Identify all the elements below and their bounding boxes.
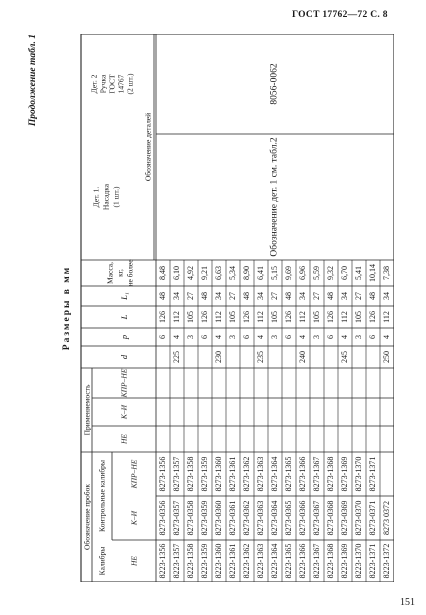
cell-ne: 8223-1363: [256, 543, 265, 579]
cell-ne: 8223-1357: [172, 543, 181, 579]
cell-ne: 8223-1360: [214, 543, 223, 579]
header-part2-d: 14767: [116, 74, 126, 94]
cell-ki: 8273 0372: [382, 501, 391, 535]
cell-p: 3: [354, 335, 363, 339]
cell-L: 126: [242, 311, 251, 323]
cell-L: 126: [326, 311, 335, 323]
cell-kpr: 8273-1367: [312, 456, 321, 492]
cell-ki: 8273-0368: [326, 500, 335, 536]
cell-L: 126: [368, 311, 377, 323]
cell-p: 3: [270, 335, 279, 339]
cell-kpr: 8273-1358: [186, 456, 195, 492]
header-mass-2: кг,: [115, 269, 125, 277]
cell-ne: 8223-1359: [200, 543, 209, 579]
cell-p: 6: [368, 335, 377, 339]
cell-d: 230: [214, 351, 223, 363]
cell-kpr: 8273-1360: [214, 456, 223, 492]
cell-L: 112: [256, 311, 265, 323]
cell-L1: 34: [340, 292, 349, 300]
cell-mass: 9,32: [326, 266, 335, 280]
cell-kpr: 8273-1362: [242, 456, 251, 492]
cell-ne: 8223-1362: [242, 543, 251, 579]
cell-ki: 8273-0357: [172, 500, 181, 536]
cell-ki: 8273-0363: [256, 500, 265, 536]
cell-ki: 8273-0359: [200, 500, 209, 536]
cell-kpr: 8273-1371: [368, 456, 377, 492]
cell-ki: 8273-0362: [242, 500, 251, 536]
cell-ki: 8273-0367: [312, 500, 321, 536]
cell-kpr: 8273-1370: [354, 456, 363, 492]
cell-mass: 6,41: [256, 266, 265, 280]
cell-ki: 8273-0369: [340, 500, 349, 536]
cell-mass: 5,59: [312, 266, 321, 280]
cell-p: 4: [214, 335, 223, 339]
cell-L1: 48: [158, 292, 167, 300]
header-applicability: Применяемость: [81, 384, 91, 436]
cell-ne: 8223-1356: [158, 543, 167, 579]
cell-L: 105: [186, 311, 195, 323]
cell-p: 6: [284, 335, 293, 339]
cell-ki: 8273-0364: [270, 500, 279, 536]
cell-ne: 8223-1371: [368, 543, 377, 579]
cell-L1: 27: [228, 292, 237, 300]
cell-L1: 48: [284, 292, 293, 300]
cell-mass: 10,14: [368, 264, 377, 282]
cell-mass: 9,69: [284, 266, 293, 280]
header-L1: L₁: [118, 292, 129, 300]
header-part1-a: Дет. 1.: [91, 186, 101, 208]
cell-kpr: 8273-1359: [200, 456, 209, 492]
cell-kpr: 8273-1369: [340, 456, 349, 492]
header-ne-applicability: НЕ: [119, 434, 129, 444]
cell-L: 112: [214, 311, 223, 323]
header-part1-b: Насадка: [101, 183, 111, 211]
cell-ne: 8223-1364: [270, 543, 279, 579]
cell-mass: 8,90: [242, 266, 251, 280]
header-control-calibers: Контрольные калибры: [97, 460, 107, 532]
cell-L1: 34: [256, 292, 265, 300]
cell-L: 105: [228, 311, 237, 323]
cell-ne: 8223-1358: [186, 543, 195, 579]
cell-ki: 8273-0356: [158, 500, 167, 536]
cell-p: 4: [382, 335, 391, 339]
cell-L1: 34: [298, 292, 307, 300]
sizes-title: Размеры в мм: [62, 265, 72, 351]
cell-L1: 48: [368, 292, 377, 300]
cell-L1: 48: [326, 292, 335, 300]
cell-p: 4: [256, 335, 265, 339]
cell-kpr: 8273-1363: [256, 456, 265, 492]
cell-p: 6: [158, 335, 167, 339]
header-k-i: К–И: [129, 510, 139, 526]
cell-mass: 6,70: [340, 266, 349, 280]
header-parts-designation: Обозначение деталей: [143, 112, 153, 182]
cell-p: 6: [326, 335, 335, 339]
cell-L: 112: [382, 311, 391, 323]
cell-L1: 27: [312, 292, 321, 300]
cell-kpr: 8273-1357: [172, 456, 181, 492]
cell-L1: 27: [354, 292, 363, 300]
cell-L1: 48: [200, 292, 209, 300]
cell-ki: 8273-0365: [284, 500, 293, 536]
header-L: L: [118, 314, 129, 320]
header-ne: НЕ: [129, 556, 139, 566]
cell-ki: 8273-0371: [368, 500, 377, 536]
cell-mass: 5,15: [270, 266, 279, 280]
cell-kpr: 8273-1365: [284, 456, 293, 492]
header-part2-e: (2 шт.): [125, 73, 135, 95]
cell-ki: 8273-0358: [186, 500, 195, 536]
cell-L: 112: [172, 311, 181, 323]
cell-mass: 6,96: [298, 266, 307, 280]
header-mass-1: Масса,: [105, 262, 115, 284]
cell-ki: 8273-0360: [214, 500, 223, 536]
header-kpr-ne-applicability: КПР–НЕ: [119, 368, 129, 398]
cell-ne: 8223-1372: [382, 543, 391, 579]
part2-value: 8056-0062: [269, 63, 280, 105]
cell-kpr: 8273-1366: [298, 456, 307, 492]
cell-mass: 8,48: [158, 266, 167, 280]
cell-ki: 8273-0370: [354, 500, 363, 536]
header-part2-a: Дет. 2: [89, 74, 99, 94]
cell-d: 235: [256, 351, 265, 363]
cell-p: 3: [186, 335, 195, 339]
cell-ne: 8223-1365: [284, 543, 293, 579]
cell-L1: 34: [382, 292, 391, 300]
header-designation-probes: Обозначение пробок: [81, 483, 91, 551]
cell-L1: 27: [270, 292, 279, 300]
cell-d: 245: [340, 351, 349, 363]
header-part2-c: ГОСТ: [107, 74, 117, 94]
cell-p: 4: [298, 335, 307, 339]
header-part2-b: Ручка: [98, 74, 108, 94]
cell-mass: 5,41: [354, 266, 363, 280]
header-part1-c: (1 шт.): [111, 186, 121, 208]
cell-L1: 34: [214, 292, 223, 300]
cell-L1: 48: [242, 292, 251, 300]
cell-p: 3: [228, 335, 237, 339]
cell-ne: 8223-1361: [228, 543, 237, 579]
cell-L1: 34: [172, 292, 181, 300]
cell-mass: 4,92: [186, 266, 195, 280]
cell-kpr: 8273-1356: [158, 456, 167, 492]
cell-p: 6: [200, 335, 209, 339]
header-calibers: Калибры: [97, 546, 107, 576]
header-p: p: [118, 334, 129, 340]
cell-ne: 8223-1369: [340, 543, 349, 579]
cell-L: 112: [340, 311, 349, 323]
cell-L: 126: [158, 311, 167, 323]
cell-ne: 8223-1368: [326, 543, 335, 579]
header-mass-3: не более: [125, 259, 135, 287]
cell-L: 105: [354, 311, 363, 323]
cell-d: 240: [298, 351, 307, 363]
cell-ne: 8223-1367: [312, 543, 321, 579]
cell-mass: 6,10: [172, 266, 181, 280]
cell-mass: 5,34: [228, 266, 237, 280]
cell-ne: 8223-1370: [354, 543, 363, 579]
header-kpr-ne: КПР–НЕ: [129, 459, 139, 489]
rotated-table-area: [28, 34, 394, 582]
page-number: 151: [400, 597, 415, 608]
cell-kpr: 8273-1361: [228, 456, 237, 492]
cell-L: 126: [200, 311, 209, 323]
cell-L: 105: [270, 311, 279, 323]
cell-mass: 6,63: [214, 266, 223, 280]
cell-p: 4: [340, 335, 349, 339]
header-k-i-applicability: К–И: [119, 404, 129, 420]
cell-mass: 7,38: [382, 266, 391, 280]
cell-L1: 27: [186, 292, 195, 300]
cell-ki: 8273-0361: [228, 500, 237, 536]
header-d: d: [118, 354, 129, 360]
table-continuation-title: Продолжение табл. 1: [28, 34, 38, 127]
cell-d: 225: [172, 351, 181, 363]
cell-L: 112: [298, 311, 307, 323]
cell-p: 6: [242, 335, 251, 339]
cell-d: 250: [382, 351, 391, 363]
page-header: ГОСТ 17762—72 С. 8: [292, 10, 388, 20]
cell-mass: 9,21: [200, 266, 209, 280]
cell-p: 4: [172, 335, 181, 339]
cell-L: 105: [312, 311, 321, 323]
cell-kpr: 8273-1364: [270, 456, 279, 492]
cell-L: 126: [284, 311, 293, 323]
cell-ki: 8273-0366: [298, 500, 307, 536]
cell-ne: 8223-1366: [298, 543, 307, 579]
cell-kpr: 8273-1368: [326, 456, 335, 492]
part1-note: Обозначение дет. 1 см. табл.2: [269, 137, 280, 257]
cell-p: 3: [312, 335, 321, 339]
